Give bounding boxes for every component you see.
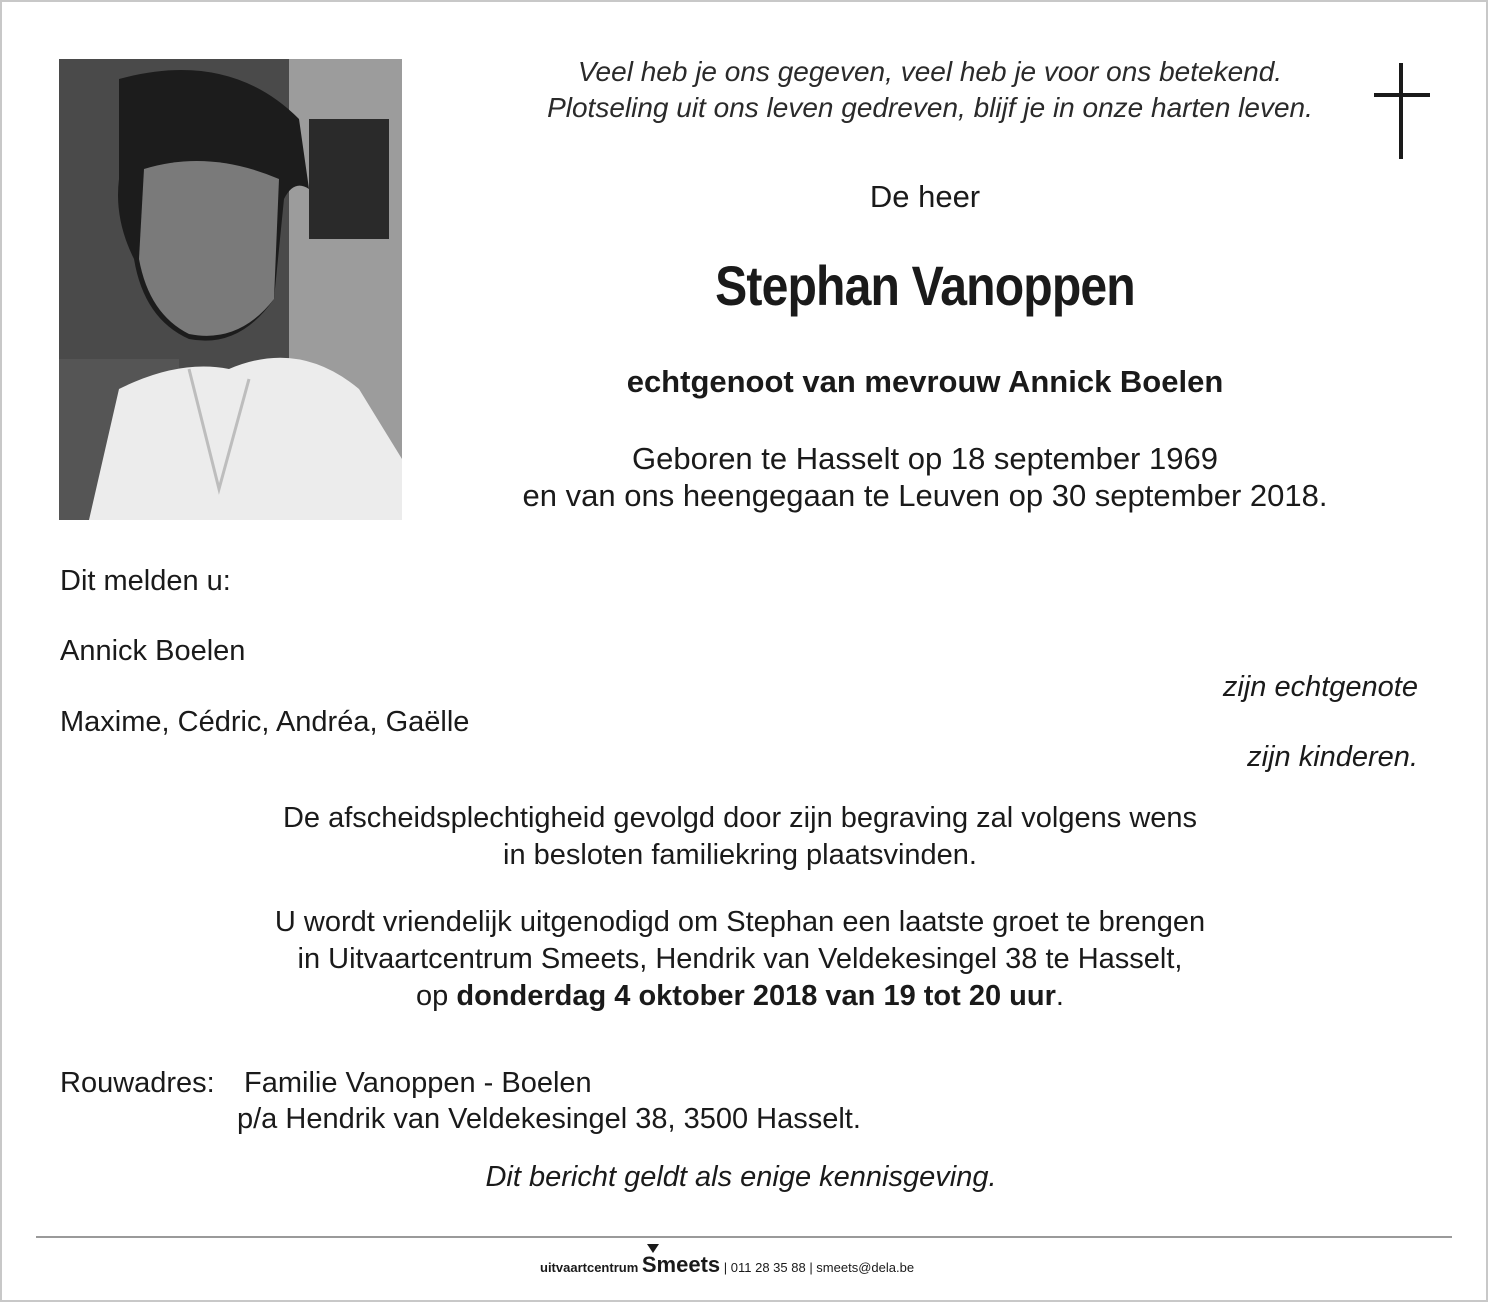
address-label: Rouwadres: [60, 1067, 215, 1099]
footer [540, 1252, 960, 1282]
children-names: Maxime, Cédric, Andréa, Gaëlle [60, 706, 470, 738]
visitation-line-2: in Uitvaartcentrum Smeets, Hendrik van Veldekesingel 38 te Hasselt, [297, 943, 1183, 975]
address-line-2: p/a Hendrik van Veldekesingel 38, 3500 Hasselt. [237, 1103, 861, 1135]
footer-divider [36, 1236, 1452, 1238]
visitation-line-1: U wordt vriendelijk uitgenodigd om Stephan een laatste groet te brengen [274, 906, 1206, 938]
spouse-role: zijn echtgenote [1222, 671, 1418, 703]
children-role: zijn kinderen. [1247, 741, 1418, 773]
poem [430, 54, 1430, 126]
footer-brand-name: Smeets [641, 1252, 721, 1277]
footer-brand-prefix: uitvaartcentrum [540, 1260, 639, 1275]
portrait-illustration [59, 59, 402, 520]
death-line: en van ons heengegaan te Leuven op 30 september 2018. [522, 478, 1328, 513]
notice-text: Dit bericht geldt als enige kennisgeving. [485, 1161, 997, 1193]
visitation-line-3 [150, 978, 1330, 1015]
spouse-name: Annick Boelen [60, 635, 246, 667]
life-dates [470, 440, 1380, 514]
ceremony-line-1: De afscheidsplechtigheid gevolgd door zijn begraving zal volgens wens [282, 802, 1198, 834]
visitation-date: donderdag 4 oktober 2018 van 19 tot 20 uur [456, 980, 1056, 1012]
honorific: De heer [869, 179, 981, 214]
visitation-prefix: op [416, 980, 457, 1012]
ceremony-line-2: in besloten familiekring plaatsvinden. [503, 839, 977, 871]
deceased-name: Stephan Vanoppen [715, 254, 1135, 317]
ceremony-text [150, 800, 1330, 874]
address-line-1: Familie Vanoppen - Boelen [244, 1067, 592, 1099]
poem-line-1: Veel heb je ons gegeven, veel heb je voor ons betekend. [577, 56, 1283, 87]
poem-line-2: Plotseling uit ons leven gedreven, blijf je in onze harten leven. [547, 92, 1313, 123]
footer-contact: | 011 28 35 88 | smeets@dela.be [723, 1260, 915, 1275]
visitation-suffix: . [1055, 980, 1064, 1012]
birth-line: Geboren te Hasselt op 18 september 1969 [632, 441, 1218, 476]
visitation-text [150, 904, 1330, 1015]
announcers-intro: Dit melden u: [60, 565, 231, 597]
portrait-photo [59, 59, 402, 520]
relation-line: echtgenoot van mevrouw Annick Boelen [626, 364, 1224, 399]
